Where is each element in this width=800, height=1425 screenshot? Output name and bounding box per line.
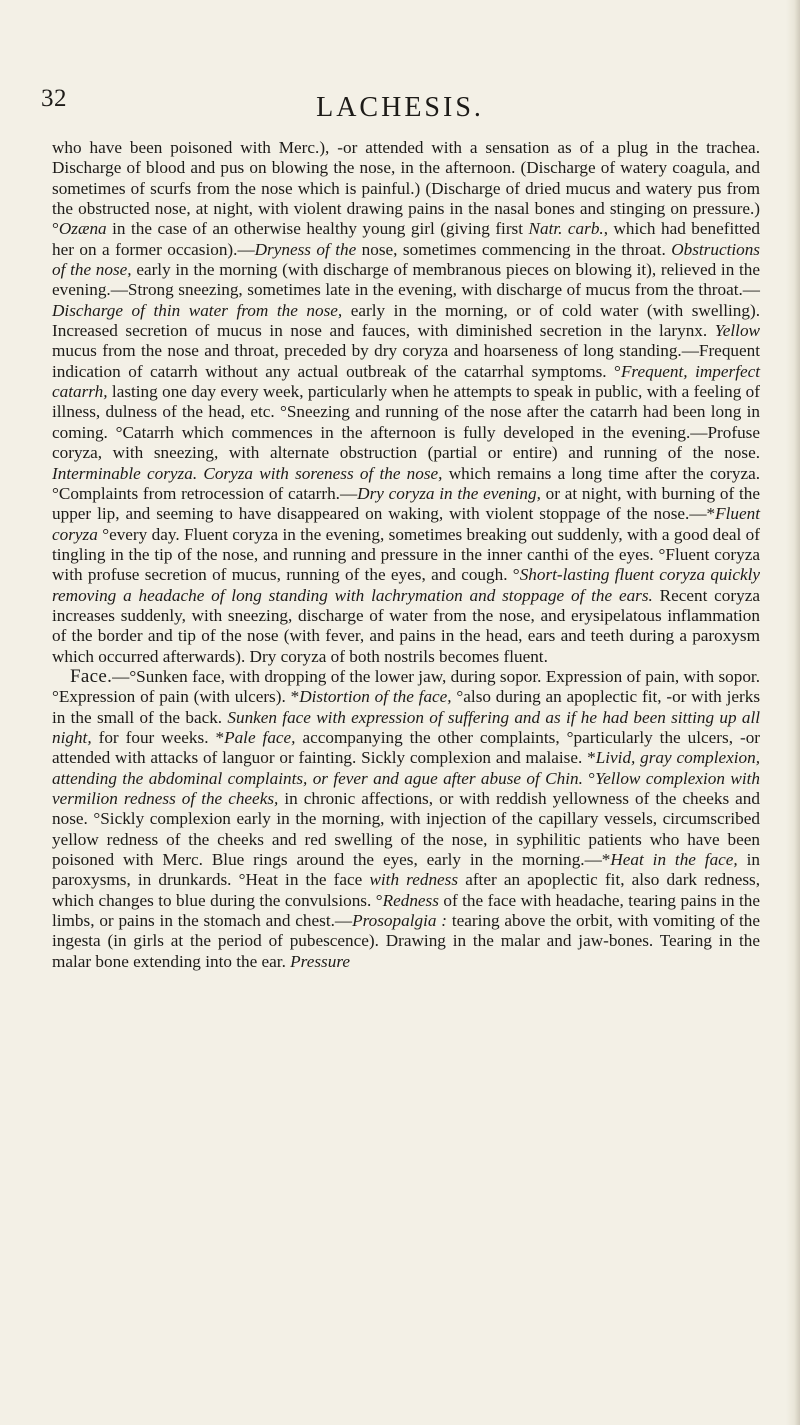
italic-run: Frequent, imperfect catarrh,: [52, 361, 760, 402]
text-run: in paroxysms, in drunkards. °Heat in the face: [52, 850, 760, 890]
text-run: in chronic affections, or with reddish yellowness of the cheeks and nose. °Sickly complexion early in the morning, with injection of the capillary vessels, circumscribed yellow redness of the cheeks and red swelling of the nose, in syphilitic patients who have been poisoned with Merc. Blue rings around the eyes, early in the morning.—*: [52, 789, 760, 870]
italic-run: Livid, gray complexion, attending the abdominal complaints, or fever and ague after abuse of Chin.: [52, 748, 760, 788]
italic-run: Fluent coryza: [52, 504, 760, 544]
italic-run: Yellow complexion with vermilion redness of the cheeks,: [52, 768, 760, 808]
italic-run: Pressure: [290, 951, 350, 971]
italic-run: Distortion of the face,: [299, 687, 452, 707]
text-run: nose, sometimes commencing in the throat.: [356, 239, 672, 259]
nose-paragraph: [52, 138, 760, 667]
text-run: °: [582, 768, 596, 788]
italic-run: Yellow: [714, 321, 760, 341]
text-run: °every day. Fluent coryza in the evening, sometimes breaking out suddenly, with a good deal of tingling in the tip of the nose, and running and pressure in the inner canthi of the eyes. °Fluent coryza with profuse secretion of mucus, running of the eyes, and cough. °: [52, 524, 760, 585]
text-run: accompanying the other complaints, °particularly the ulcers, -or attended with attacks of languor or fainting. Sickly complexion and malaise. *: [52, 727, 761, 768]
running-title: LACHESIS.: [316, 92, 484, 123]
italic-run: Heat in the face,: [610, 850, 738, 870]
text-run: early in the morning (with discharge of membranous pieces on blowing it), relieved in the evening.—Strong sneezing, sometimes late in the evening, with discharge of mucus from the throat.—: [52, 260, 760, 300]
italic-run: Natr. carb.: [528, 219, 604, 239]
italic-run: Interminable coryza. Coryza with soreness of the nose,: [52, 463, 443, 483]
text-run: for four weeks. *: [91, 727, 225, 747]
italic-run: Prosopalgia :: [352, 911, 447, 931]
text-run: of the face with headache, tearing pains in the limbs, or pains in the stomach and chest.—: [52, 890, 760, 931]
italic-run: Redness: [382, 890, 439, 910]
text-run: °also during an apoplectic fit, -or with jerks in the small of the back.: [52, 687, 761, 727]
italic-run: with redness: [369, 870, 459, 890]
text-run: tearing above the orbit, with vomiting of the ingesta (in girls at the period of pubescence). Drawing in the malar and jaw-bones. Tearing in the malar bone extending into the ear.: [52, 911, 761, 971]
text-run: or at night, with burning of the upper lip, and seeming to have disappeared on waking, with violent stoppage of the nose.—*: [52, 483, 760, 524]
italic-run: Obstructions of the nose,: [52, 239, 760, 280]
section-heading-face: Face.: [70, 665, 113, 687]
face-paragraph: [52, 667, 760, 972]
italic-run: Pale face,: [224, 727, 296, 747]
body-text: [52, 138, 760, 972]
text-run: , which had benefitted her on a former occasion).—: [52, 219, 761, 259]
italic-run: Ozæna: [58, 219, 107, 239]
text-run: Recent coryza increases suddenly, with sneezing, discharge of water from the nose, and erysipelatous inflammation of the border and tip of the nose (with fever, and pains in the head, ears and teeth during a paroxysm which occurred afterwards). Dry coryza of both nostrils becomes fluent.: [52, 585, 760, 666]
italic-run: Discharge of thin water from the nose,: [52, 300, 343, 320]
italic-run: Dryness of the: [254, 239, 357, 259]
page-number: 32: [41, 85, 67, 112]
text-run: —°Sunken face, with dropping of the lower jaw, during sopor. Expression of pain, with sopor. °Expression of pain (with ulcers). *: [52, 666, 760, 707]
text-run: in the case of an otherwise healthy young girl (giving first: [106, 219, 529, 239]
italic-run: Sunken face with expression of suffering and as if he had been sitting up all night,: [52, 707, 760, 747]
text-run: lasting one day every week, particularly when he attempts to speak in public, with a feeling of illness, dulness of the head, etc. °Sneezing and running of the nose after the catarrh had been long in coming. °Catarrh which commences in the afternoon is fully developed in the evening.—Profuse coryza, with sneezing, with alternate obstruction (partial or entire) and running of the nose.: [52, 382, 760, 463]
page-edge-shadow: [786, 0, 800, 1425]
text-run: which remains a long time after the coryza. °Complaints from retrocession of catarrh.—: [52, 463, 760, 503]
text-run: after an apoplectic fit, also dark redness, which changes to blue during the convulsions. °: [52, 870, 760, 910]
text-run: mucus from the nose and throat, preceded by dry coryza and hoarseness of long standing.—Frequent indication of catarrh without any actual outbreak of the catarrhal symptoms. °: [52, 341, 760, 381]
text-run: early in the morning, or of cold water (with swelling). Increased secretion of mucus in nose and fauces, with diminished secretion in the larynx.: [52, 300, 760, 341]
italic-run: Dry coryza in the evening,: [357, 483, 541, 503]
text-run: who have been poisoned with Merc.), -or attended with a sensation as of a plug in the trachea. Discharge of blood and pus on blowing the nose, in the afternoon. (Discharge of watery coagula, and sometimes of scurfs from the nose which is painful.) (Discharge of dried mucus and watery pus from the obstructed nose, at night, with violent drawing pains in the nasal bones and stinging on pressure.) °: [52, 138, 760, 239]
italic-run: Short-lasting fluent coryza quickly removing a headache of long standing with lachrymation and stoppage of the ears.: [52, 565, 760, 605]
